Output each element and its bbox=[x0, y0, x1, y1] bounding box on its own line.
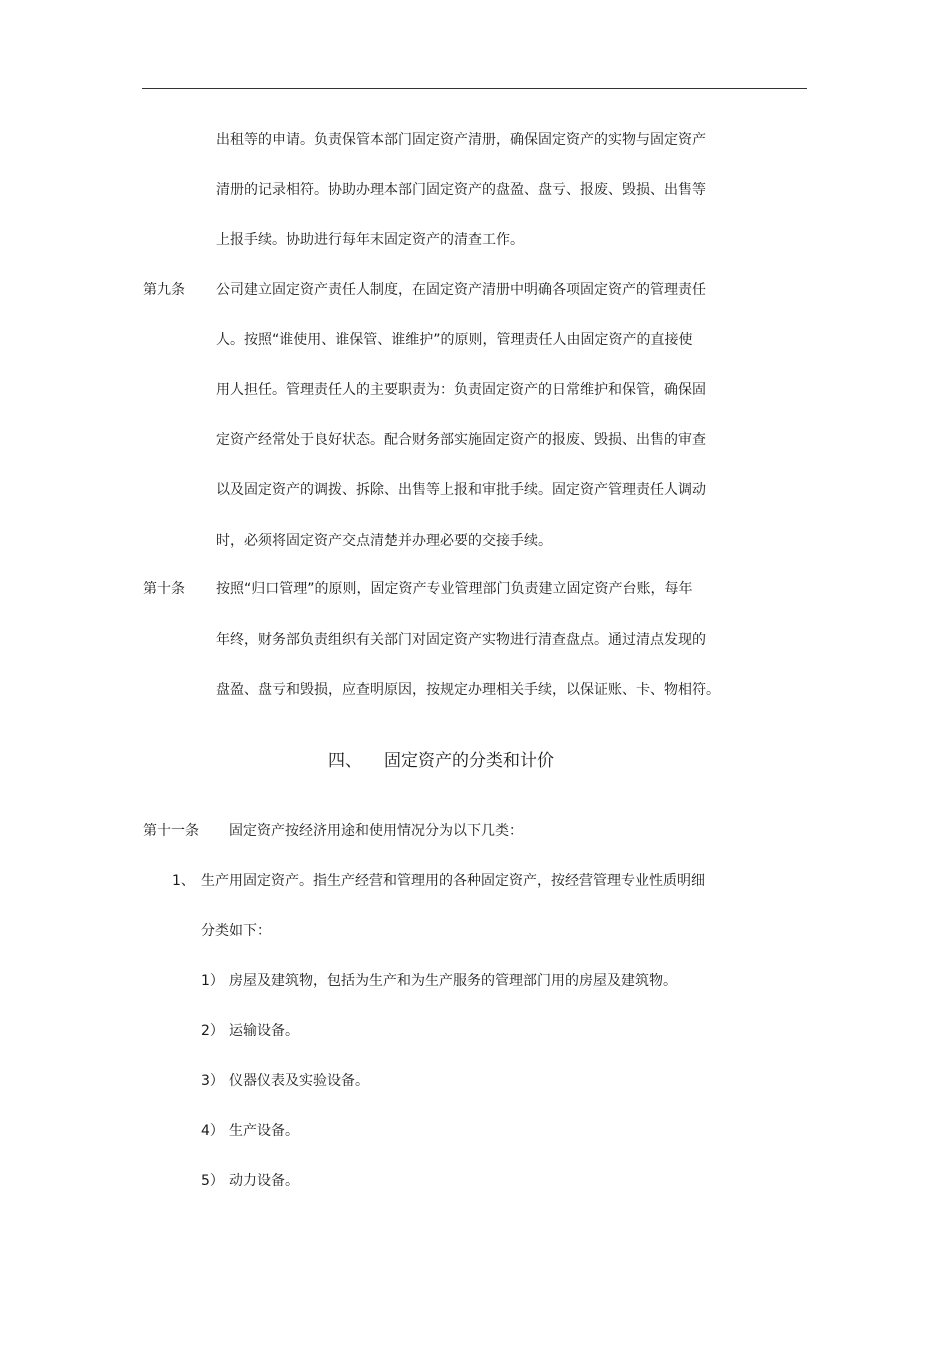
sublist-number: 4） bbox=[201, 1123, 224, 1139]
paragraph-line: 清册的记录相符。协助办理本部门固定资产的盘盈、盘亏、报废、毁损、出售等 bbox=[216, 182, 706, 198]
sublist-item: 仪器仪表及实验设备。 bbox=[229, 1073, 369, 1089]
sublist-number: 5） bbox=[201, 1173, 224, 1189]
sublist-number: 1） bbox=[201, 973, 224, 989]
paragraph-line: 出租等的申请。负责保管本部门固定资产清册，确保固定资产的实物与固定资产 bbox=[216, 132, 706, 148]
paragraph-line: 年终，财务部负责组织有关部门对固定资产实物进行清查盘点。通过清点发现的 bbox=[216, 632, 706, 648]
sublist-item: 生产设备。 bbox=[229, 1123, 299, 1139]
paragraph-line: 盘盈、盘亏和毁损，应查明原因，按规定办理相关手续，以保证账、卡、物相符。 bbox=[216, 682, 720, 698]
sublist-item: 动力设备。 bbox=[229, 1173, 299, 1189]
paragraph-line: 以及固定资产的调拨、拆除、出售等上报和审批手续。固定资产管理责任人调动 bbox=[216, 482, 706, 498]
article-label: 第十条 bbox=[143, 581, 185, 597]
list-item-line: 分类如下： bbox=[201, 923, 271, 939]
article-label: 第九条 bbox=[143, 282, 185, 298]
header-rule bbox=[142, 88, 807, 89]
sublist-number: 2） bbox=[201, 1023, 224, 1039]
paragraph-line: 公司建立固定资产责任人制度，在固定资产清册中明确各项固定资产的管理责任 bbox=[216, 282, 706, 298]
paragraph-line: 按照“归口管理”的原则，固定资产专业管理部门负责建立固定资产台账，每年 bbox=[216, 581, 693, 597]
list-number: 1、 bbox=[172, 873, 195, 889]
section-title: 固定资产的分类和计价 bbox=[384, 751, 554, 771]
article-label: 第十一条 bbox=[143, 823, 199, 839]
paragraph-line: 上报手续。协助进行每年末固定资产的清查工作。 bbox=[216, 232, 524, 248]
list-item-line: 生产用固定资产。指生产经营和管理用的各种固定资产，按经营管理专业性质明细 bbox=[201, 873, 705, 889]
sublist-number: 3） bbox=[201, 1073, 224, 1089]
paragraph-line: 固定资产按经济用途和使用情况分为以下几类： bbox=[229, 823, 523, 839]
section-number: 四、 bbox=[328, 751, 362, 771]
sublist-item: 房屋及建筑物，包括为生产和为生产服务的管理部门用的房屋及建筑物。 bbox=[229, 973, 677, 989]
paragraph-line: 时，必须将固定资产交点清楚并办理必要的交接手续。 bbox=[216, 533, 552, 549]
sublist-item: 运输设备。 bbox=[229, 1023, 299, 1039]
paragraph-line: 定资产经常处于良好状态。配合财务部实施固定资产的报废、毁损、出售的审查 bbox=[216, 432, 706, 448]
paragraph-line: 人。按照“谁使用、谁保管、谁维护”的原则，管理责任人由固定资产的直接使 bbox=[216, 332, 693, 348]
paragraph-line: 用人担任。管理责任人的主要职责为：负责固定资产的日常维护和保管，确保固 bbox=[216, 382, 706, 398]
